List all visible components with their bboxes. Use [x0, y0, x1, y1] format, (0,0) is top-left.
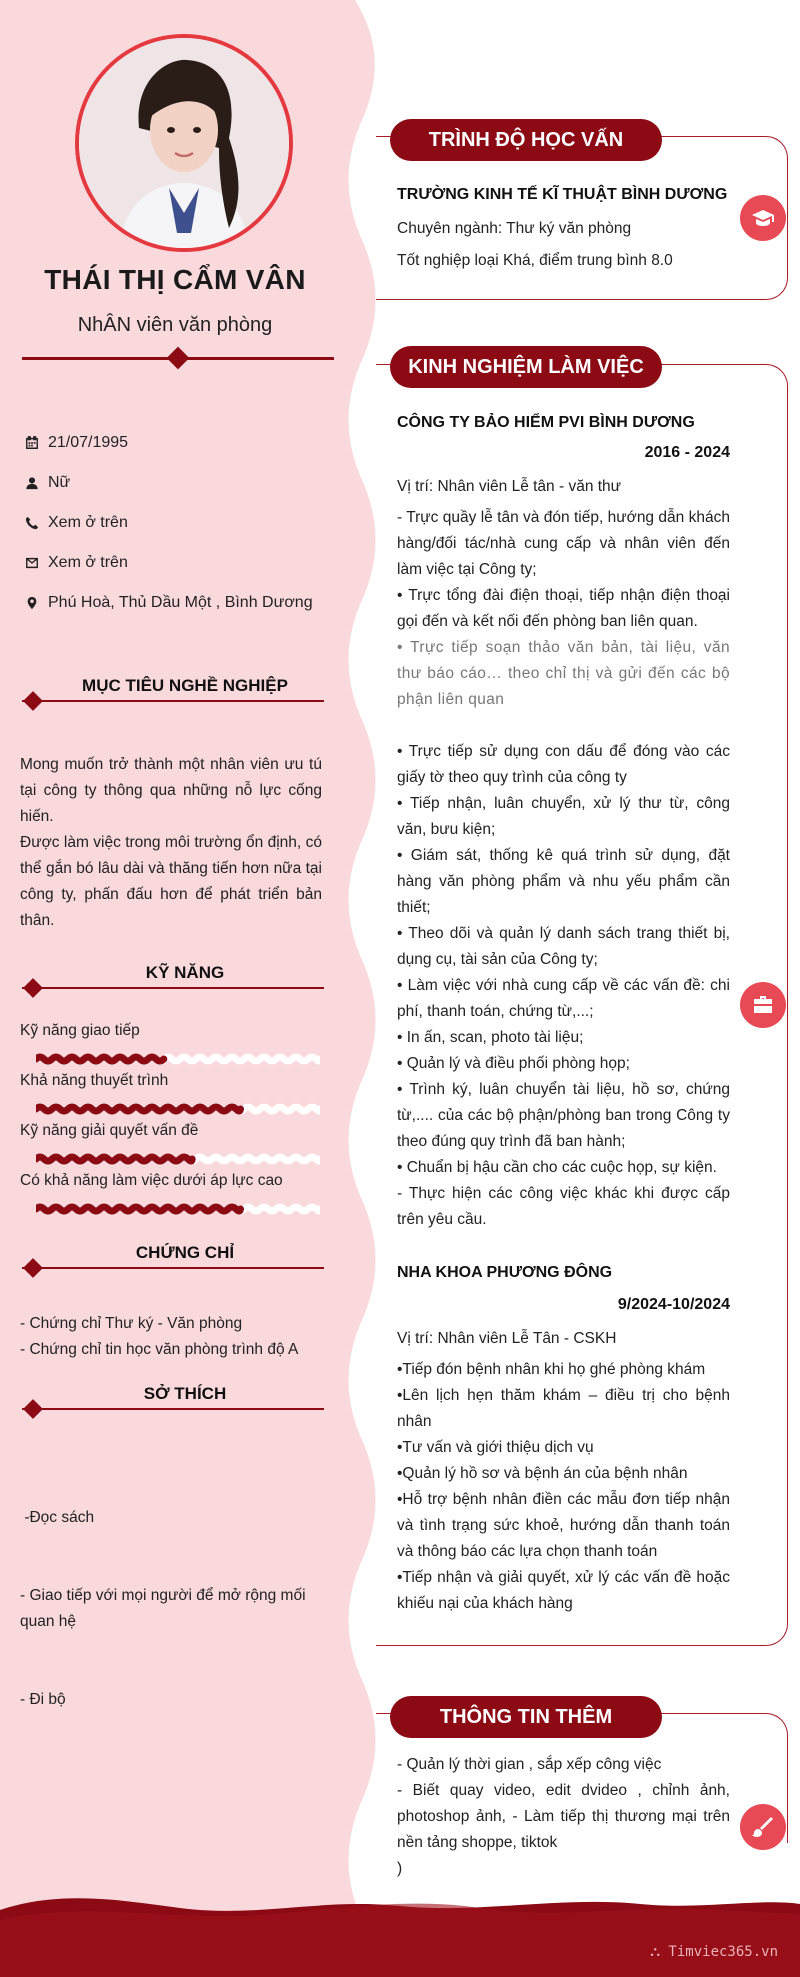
duty-item: • Quản lý và điều phối phòng họp;	[397, 1055, 630, 1072]
phone-text: Xem ở trên	[48, 514, 128, 531]
duty-item: •Lên lịch hẹn thăm khám – điều trị cho bệnh nhân	[397, 1387, 730, 1430]
phone-icon	[22, 513, 42, 533]
contact-email	[22, 553, 332, 573]
contact-gender	[22, 473, 332, 493]
hobby-item: -Đọc sách	[20, 1509, 95, 1526]
duty-item: • In ấn, scan, photo tài liệu;	[397, 1029, 584, 1046]
map-marker-icon	[22, 593, 42, 613]
duty-item: •Tiếp đón bệnh nhân khi họ ghé phòng khám	[397, 1361, 706, 1378]
watermark: ⛬ Timviec365.vn	[650, 1944, 778, 1960]
duty-item: • Chuẩn bị hậu cần cho các cuộc họp, sự kiện.	[397, 1159, 717, 1176]
duty-item: • Theo dõi và quản lý danh sách trang thiết bị, dụng cụ, tài sản của Công ty;	[397, 925, 730, 968]
extra-badge: THÔNG TIN THÊM	[390, 1696, 662, 1738]
job-period: 2016 - 2024	[644, 444, 730, 461]
duty-item: • Tiếp nhận, luân chuyển, xử lý thư từ, công văn, bưu kiện;	[397, 795, 730, 838]
skill-bar	[36, 1203, 320, 1215]
skill-bar	[36, 1053, 320, 1065]
objective-text: Mong muốn trở thành một nhân viên ưu tú tại công ty thông qua những nỗ lực cống hiến. Được làm việc trong môi trường ổn định, có thể gắn bó lâu dài và thăng tiến hơn nữa tại công ty, phấn đấu hơn để phát triển bản thân.	[20, 756, 322, 929]
job-duties	[397, 1357, 730, 1617]
duty-item: • Trực tổng đài điện thoại, tiếp nhận điện thoại gọi đến và kết nối đến phòng ban liên quan.	[397, 587, 730, 630]
certificate-item: - Chứng chỉ Thư ký - Văn phòng	[20, 1315, 243, 1332]
avatar	[75, 34, 293, 252]
duty-item: • Trực tiếp soạn thảo văn bản, tài liệu, văn thư báo cáo… theo chỉ thị và gửi đến các bộ phận liên quan	[397, 639, 730, 708]
experience-badge: KINH NGHIỆM LÀM VIỆC	[390, 346, 662, 388]
contact-birthday	[22, 433, 332, 453]
hobby-item: - Đi bộ	[20, 1691, 66, 1708]
user-icon	[22, 473, 42, 493]
skill-label: Kỹ năng giải quyết vấn đề	[20, 1122, 199, 1139]
skill-label: Có khả năng làm việc dưới áp lực cao	[20, 1172, 283, 1189]
skills-heading: KỸ NĂNG	[22, 969, 324, 993]
skill-label: Khả năng thuyết trình	[20, 1072, 169, 1089]
duty-item: •Tiếp nhận và giải quyết, xử lý các vấn đề hoặc khiếu nại của khách hàng	[397, 1569, 730, 1612]
education-badge: TRÌNH ĐỘ HỌC VẤN	[390, 119, 662, 161]
brush-icon	[740, 1804, 786, 1850]
duty-item: • Làm việc với nhà cung cấp về các vấn đề: chi phí, thanh toán, chứng từ,...;	[397, 977, 730, 1020]
job-position: Vị trí: Nhân viên Lễ tân - văn thư	[397, 478, 622, 495]
skill-bar-fill	[36, 1107, 240, 1111]
briefcase-icon	[740, 982, 786, 1028]
job-company: CÔNG TY BẢO HIỂM PVI BÌNH DƯƠNG	[397, 414, 695, 431]
certificate-item: - Chứng chỉ tin học văn phòng trình độ A	[20, 1341, 299, 1358]
skill-bar	[36, 1103, 320, 1115]
candidate-name: THÁI THỊ CẨM VÂN	[44, 264, 306, 295]
duty-item: • Trình ký, luân chuyển tài liệu, hồ sơ, chứng từ,.... của các bộ phận/phòng ban trong Công ty theo đúng quy trình đã ban hành;	[397, 1081, 730, 1150]
portrait-photo	[79, 38, 289, 248]
job-duties	[397, 505, 730, 1233]
duty-item: •Hỗ trợ bệnh nhân điền các mẫu đơn tiếp nhận và tình trạng sức khoẻ, hướng dẫn thanh toán và thông báo các lựa chọn thanh toán	[397, 1491, 730, 1560]
education-school: TRƯỜNG KINH TẾ KĨ THUẬT BÌNH DƯƠNG	[397, 186, 728, 203]
footer-wave	[0, 1890, 800, 1977]
skill-bar-fill	[36, 1157, 192, 1161]
skill-bar	[36, 1153, 320, 1165]
hobbies-list	[20, 1453, 322, 1765]
left-column	[0, 0, 350, 1977]
duty-item: • Trực tiếp sử dụng con dấu để đóng vào các giấy tờ theo quy trình của công ty	[397, 743, 730, 786]
hobbies-heading: SỞ THÍCH	[22, 1390, 324, 1414]
extra-details	[397, 1752, 730, 1882]
duty-spacer	[397, 713, 730, 739]
contact-phone	[22, 513, 332, 533]
objective-heading: MỤC TIÊU NGHỀ NGHIỆP	[22, 682, 324, 706]
email-icon	[22, 553, 42, 573]
certificates-heading: CHỨNG CHỈ	[22, 1249, 324, 1273]
birthday-text: 21/07/1995	[48, 434, 129, 451]
candidate-title: NhÂN viên văn phòng	[77, 314, 273, 336]
address-text: Phú Hoà, Thủ Dầu Một , Bình Dương	[48, 594, 313, 611]
contact-address	[22, 593, 332, 613]
extra-item: )	[397, 1860, 403, 1877]
job-period: 9/2024-10/2024	[617, 1296, 730, 1313]
duty-item: • Giám sát, thống kê quá trình sử dụng, đặt hàng văn phòng phẩm và nhu yếu phẩm cần thiết;	[397, 847, 730, 916]
divider-diamond	[167, 347, 190, 370]
calendar-icon	[22, 433, 42, 453]
certificates-list	[20, 1311, 322, 1363]
duty-item: - Thực hiện các công việc khác khi được cấp trên yêu cầu.	[397, 1185, 730, 1228]
gender-text: Nữ	[48, 474, 71, 491]
duty-item: •Tư vấn và giới thiệu dịch vụ	[397, 1439, 594, 1456]
duty-item: - Trực quầy lễ tân và đón tiếp, hướng dẫn khách hàng/đối tác/nhà cung cấp và nhân viên đến làm việc tại Công ty;	[397, 509, 730, 578]
education-details: Chuyên ngành: Thư ký văn phòng Tốt nghiệp loại Khá, điểm trung bình 8.0	[397, 220, 673, 269]
graduation-cap-icon	[740, 195, 786, 241]
extra-item: - Quản lý thời gian , sắp xếp công việc	[397, 1756, 662, 1773]
skill-label: Kỹ năng giao tiếp	[20, 1022, 140, 1039]
hobby-item: - Giao tiếp với mọi người để mở rộng mối quan hệ	[20, 1587, 310, 1630]
job-company: NHA KHOA PHƯƠNG ĐÔNG	[397, 1264, 613, 1281]
job-position: Vị trí: Nhân viên Lễ Tân - CSKH	[397, 1330, 617, 1347]
duty-item: •Quản lý hồ sơ và bệnh án của bệnh nhân	[397, 1465, 688, 1482]
email-text: Xem ở trên	[48, 554, 128, 571]
extra-item: - Biết quay video, edit dvideo , chỉnh ảnh, photoshop ảnh, - Làm tiếp thị thương mại trên nền tảng shoppe, tiktok	[397, 1782, 730, 1851]
skill-bar-fill	[36, 1057, 164, 1061]
skill-bar-fill	[36, 1207, 240, 1211]
